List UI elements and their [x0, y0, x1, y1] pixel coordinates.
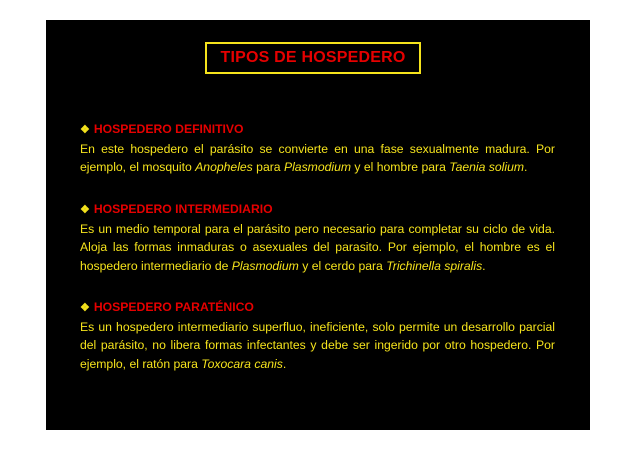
four-petal-diamond-icon: ❖	[80, 204, 90, 216]
species-name: Anopheles	[195, 160, 253, 174]
body-text: para	[252, 160, 284, 174]
title-box	[205, 42, 421, 74]
slide-title: TIPOS DE HOSPEDERO	[220, 49, 406, 66]
section-heading: HOSPEDERO PARATÉNICO	[93, 300, 254, 314]
section-body	[80, 318, 555, 374]
species-name: Taenia solium	[449, 160, 524, 174]
species-name: Plasmodium	[231, 258, 299, 273]
body-text: Es un hospedero intermediario superfluo, ineficiente, solo permite un desarrollo parcial del parásito, no libera formas infectantes y debe ser ingerido por otro hospedero. Por ejemplo, el ratón para	[80, 319, 555, 371]
section-intermediario	[80, 200, 555, 275]
four-petal-diamond-icon: ❖	[80, 124, 90, 136]
body-text: En este hospedero el parásito se convierte en una fase sexualmente madura. Por ejemplo, el mosquito	[80, 141, 555, 174]
body-text: y el cerdo para	[298, 258, 387, 273]
body-text: Es un medio temporal para el parásito pero necesario para completar su ciclo de vida. Aloja las formas inmaduras o asexuales del parasito. Por ejemplo, el hombre es el hospedero intermediario de	[80, 221, 555, 273]
section-body	[80, 140, 555, 177]
species-name: Plasmodium	[283, 160, 352, 174]
species-name: Trichinella spiralis	[386, 258, 483, 273]
four-petal-diamond-icon: ❖	[80, 302, 90, 314]
section-paratenico	[80, 298, 555, 373]
body-text: .	[282, 356, 287, 371]
species-name: Toxocara canis	[201, 356, 283, 371]
section-body	[80, 220, 555, 276]
section-heading: HOSPEDERO DEFINITIVO	[93, 122, 244, 136]
slide	[46, 20, 590, 430]
body-text: .	[482, 258, 486, 273]
section-definitivo	[80, 120, 555, 177]
body-text: .	[524, 160, 528, 174]
body-text: y el hombre para	[351, 160, 450, 174]
section-heading: HOSPEDERO INTERMEDIARIO	[93, 202, 273, 216]
